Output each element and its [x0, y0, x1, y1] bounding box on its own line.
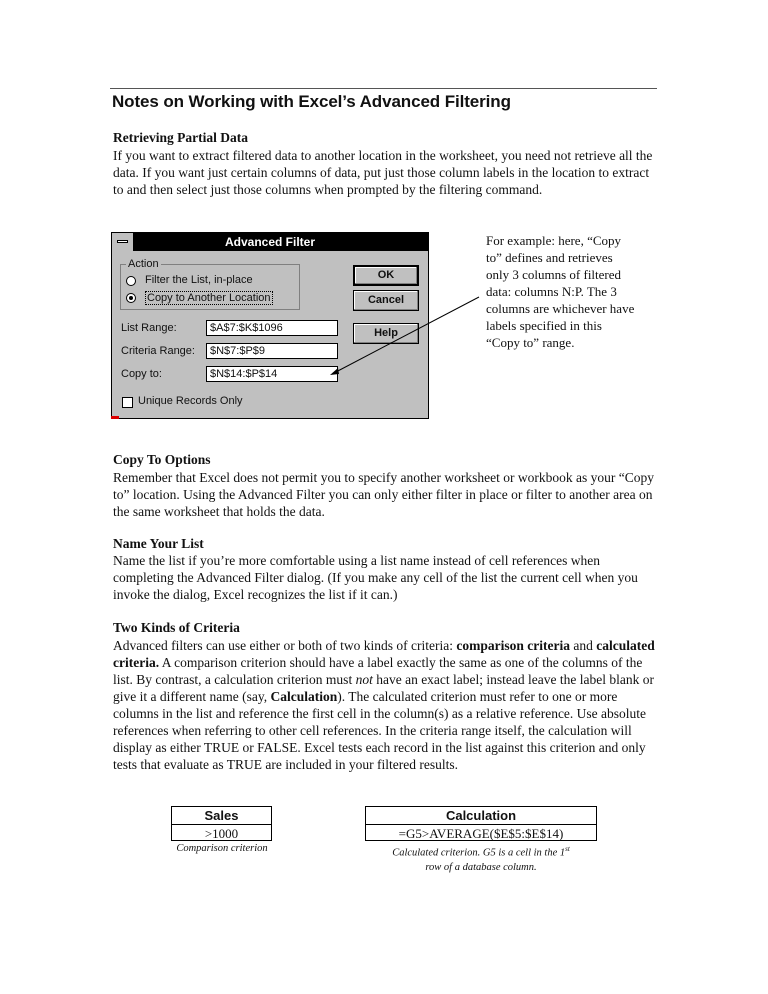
- radio-copy-label: Copy to Another Location: [147, 292, 271, 304]
- criteria-range-label: Criteria Range:: [121, 345, 195, 357]
- list-range-label: List Range:: [121, 322, 177, 334]
- sales-caption: Comparison criterion: [176, 843, 268, 854]
- criteria-range-input[interactable]: $N$7:$P$9: [206, 343, 338, 359]
- calculation-value: =G5>AVERAGE($E$5:$E$14): [398, 826, 564, 841]
- calculation-criterion-table: [365, 806, 597, 841]
- heading-name-list: Name Your List: [113, 536, 204, 551]
- para-copy-to: Remember that Excel does not permit you to specify another worksheet or workbook as your “Copy to” location. Using the Advanced Filter you can only either filter in place or filter to another area on the same worksheet that holds the data.: [113, 470, 654, 519]
- page-title: Notes on Working with Excel’s Advanced Filtering: [112, 92, 511, 111]
- heading-two-kinds: Two Kinds of Criteria: [113, 620, 240, 635]
- para-two-kinds: Advanced filters can use either or both of two kinds of criteria: comparison criteria and calculated criteria. A comparison criterion should have a label exactly the same as one of the columns of the list. By contrast, a calculation criterion must not have an exact label; instead leave the label blank or give it a different name (say, Calculation). The calculated criterion must refer to one or more columns in the list and reference the first cell in the column(s) as a relative reference. Use absolute references when referring to other cell references. In the criteria range itself, the calculation will display as either TRUE or FALSE. Excel tests each record in the list against this criterion and only tests that evaluate as TRUE are included in your filtered results.: [113, 638, 655, 772]
- calculation-header: Calculation: [366, 807, 596, 825]
- list-range-input[interactable]: $A$7:$K$1096: [206, 320, 338, 336]
- ok-button[interactable]: OK: [353, 265, 419, 286]
- action-label: Action: [128, 258, 159, 270]
- radio-filter-label: Filter the List, in-place: [145, 274, 253, 286]
- heading-retrieving: Retrieving Partial Data: [113, 130, 248, 145]
- sales-value: >1000: [204, 826, 239, 841]
- dialog-title: Advanced Filter: [112, 233, 428, 251]
- copy-to-label: Copy to:: [121, 368, 162, 380]
- sales-header: Sales: [172, 807, 271, 825]
- para-retrieving: If you want to extract filtered data to another location in the worksheet, you need not retrieve all the data. If you want just certain columns of data, put just those column labels in the location to extract to and then select just those columns when prompted by the filtering command.: [113, 148, 653, 197]
- para-name-list: Name the list if you’re more comfortable using a list name instead of cell references when completing the Advanced Filter dialog. (If you make any cell of the list the current cell when you invoke the dialog, Excel recognizes the list if it can.): [113, 553, 638, 602]
- heading-copy-to: Copy To Options: [113, 452, 211, 467]
- copy-to-input[interactable]: $N$14:$P$14: [206, 366, 338, 382]
- unique-records-label: Unique Records Only: [138, 395, 243, 407]
- calculation-caption: Calculated criterion. G5 is a cell in the 1st row of a database column.: [392, 845, 570, 873]
- cancel-button[interactable]: Cancel: [353, 290, 419, 311]
- help-button[interactable]: Help: [353, 323, 419, 344]
- sales-criterion-table: [171, 806, 272, 841]
- side-note: For example: here, “Copy to” defines and retrieves only 3 columns of filtered data: columns N:P. The 3 columns are whichever have labels specified in this “Copy to” range.: [486, 233, 635, 350]
